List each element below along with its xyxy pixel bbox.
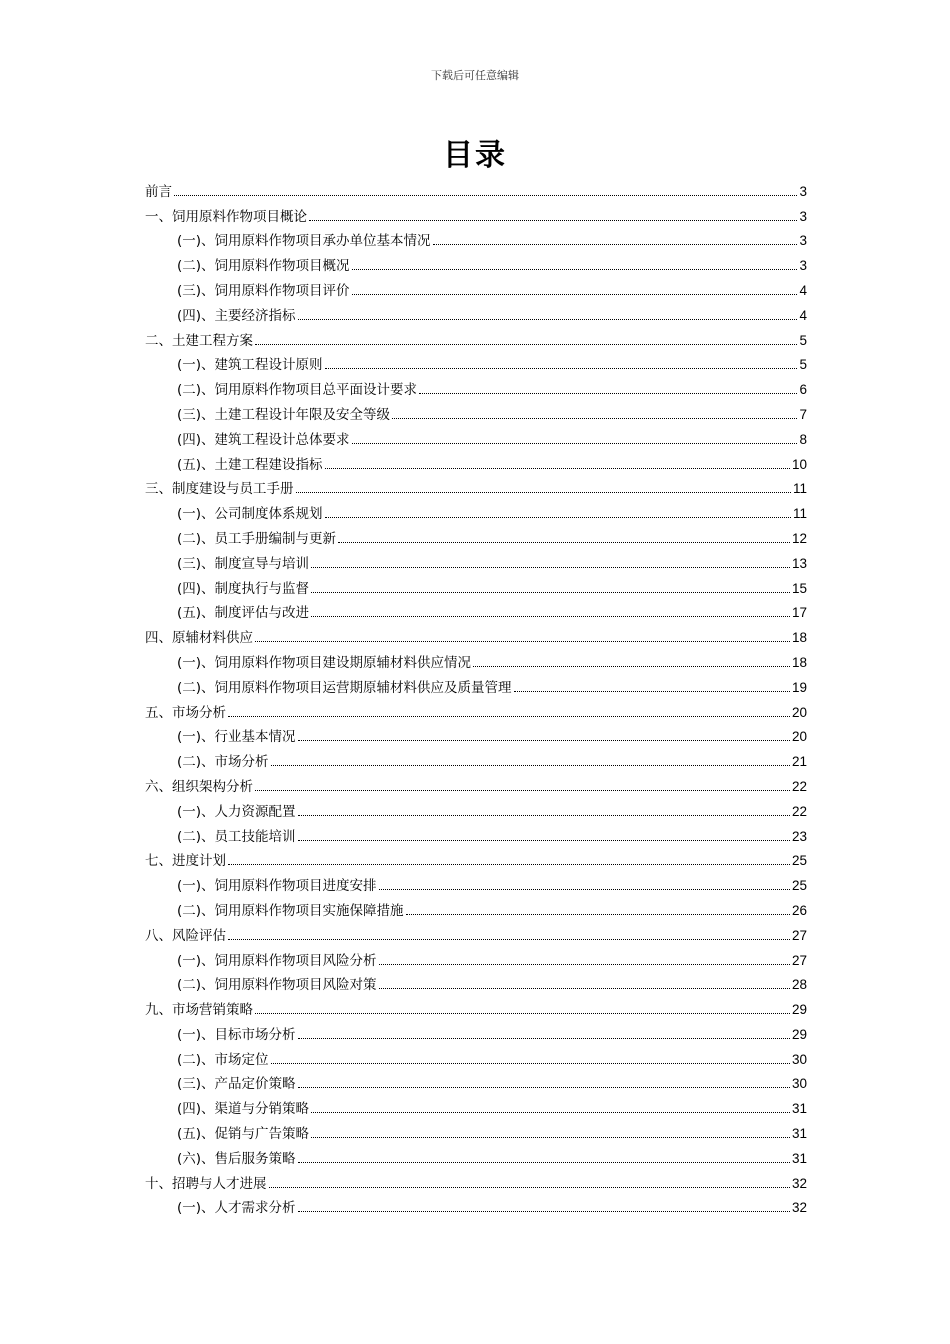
toc-dot-leader <box>271 765 790 766</box>
toc-entry-page-number: 7 <box>799 406 807 422</box>
toc-entry-page-number: 28 <box>791 977 807 993</box>
toc-entry-label: 六、组织架构分析 <box>145 778 253 795</box>
toc-entry-label: 一、饲用原料作物项目概论 <box>145 208 307 225</box>
toc-dot-leader <box>255 1013 790 1014</box>
toc-entry-page-number: 25 <box>791 853 807 869</box>
toc-entry-label: (六)、售后服务策略 <box>177 1150 296 1167</box>
toc-entry-page-number: 5 <box>799 357 807 373</box>
toc-dot-leader <box>298 815 790 816</box>
toc-entry[interactable] <box>145 598 807 623</box>
toc-entry[interactable] <box>145 722 807 747</box>
toc-entry-label: 四、原辅材料供应 <box>145 630 253 647</box>
toc-entry-page-number: 13 <box>791 555 807 571</box>
toc-dot-leader <box>311 592 790 593</box>
toc-entry-label: (一)、饲用原料作物项目建设期原辅材料供应情况 <box>177 654 472 671</box>
toc-dot-leader <box>174 195 797 196</box>
toc-entry-page-number: 32 <box>791 1200 807 1216</box>
toc-entry-label: (三)、制度宣导与培训 <box>177 555 310 572</box>
toc-entry[interactable] <box>145 1193 807 1218</box>
toc-entry[interactable] <box>145 275 807 300</box>
toc-dot-leader <box>271 1063 790 1064</box>
toc-entry-page-number: 30 <box>791 1051 807 1067</box>
toc-entry-label: (四)、主要经济指标 <box>177 307 296 324</box>
toc-entry-page-number: 31 <box>791 1150 807 1166</box>
toc-entry-page-number: 29 <box>791 1002 807 1018</box>
toc-entry-label: (三)、土建工程设计年限及安全等级 <box>177 406 391 423</box>
toc-entry[interactable] <box>145 201 807 226</box>
toc-entry[interactable] <box>145 1044 807 1069</box>
toc-entry-page-number: 4 <box>799 307 807 323</box>
toc-entry[interactable] <box>145 994 807 1019</box>
toc-dot-leader <box>406 914 790 915</box>
toc-dot-leader <box>298 1038 790 1039</box>
toc-entry[interactable] <box>145 647 807 672</box>
toc-entry-page-number: 12 <box>791 530 807 546</box>
toc-entry[interactable] <box>145 548 807 573</box>
toc-dot-leader <box>228 939 790 940</box>
toc-entry-page-number: 25 <box>791 878 807 894</box>
toc-dot-leader <box>352 443 798 444</box>
toc-entry[interactable] <box>145 325 807 350</box>
toc-dot-leader <box>228 716 790 717</box>
toc-entry[interactable] <box>145 920 807 945</box>
toc-dot-leader <box>379 889 790 890</box>
toc-entry[interactable] <box>145 821 807 846</box>
toc-entry-page-number: 18 <box>791 630 807 646</box>
toc-entry-page-number: 27 <box>791 927 807 943</box>
toc-entry-page-number: 3 <box>799 233 807 249</box>
toc-entry[interactable] <box>145 523 807 548</box>
toc-dot-leader <box>325 368 798 369</box>
toc-dot-leader <box>296 492 791 493</box>
toc-entry[interactable] <box>145 226 807 251</box>
toc-entry[interactable] <box>145 1093 807 1118</box>
toc-entry-label: 十、招聘与人才进展 <box>145 1175 267 1192</box>
toc-entry-label: 五、市场分析 <box>145 704 226 721</box>
toc-entry[interactable] <box>145 573 807 598</box>
toc-entry[interactable] <box>145 672 807 697</box>
toc-entry-label: (四)、建筑工程设计总体要求 <box>177 431 350 448</box>
toc-entry-page-number: 20 <box>791 704 807 720</box>
toc-dot-leader <box>433 244 798 245</box>
toc-entry-label: (四)、制度执行与监督 <box>177 580 310 597</box>
toc-dot-leader <box>228 864 790 865</box>
toc-entry[interactable] <box>145 399 807 424</box>
toc-dot-leader <box>298 840 790 841</box>
toc-dot-leader <box>325 517 791 518</box>
toc-entry-page-number: 19 <box>791 679 807 695</box>
toc-entry-label: (三)、饲用原料作物项目评价 <box>177 282 350 299</box>
toc-entry-page-number: 17 <box>791 605 807 621</box>
toc-entry[interactable] <box>145 498 807 523</box>
toc-entry[interactable] <box>145 424 807 449</box>
toc-entry[interactable] <box>145 176 807 201</box>
toc-entry-page-number: 31 <box>791 1126 807 1142</box>
toc-entry[interactable] <box>145 771 807 796</box>
toc-entry-label: (一)、行业基本情况 <box>177 729 296 746</box>
toc-entry-label: (一)、人才需求分析 <box>177 1200 296 1217</box>
toc-entry-label: (一)、人力资源配置 <box>177 803 296 820</box>
toc-entry-page-number: 26 <box>791 902 807 918</box>
toc-entry-page-number: 15 <box>791 580 807 596</box>
toc-dot-leader <box>311 1137 790 1138</box>
toc-entry-label: (一)、饲用原料作物项目风险分析 <box>177 952 377 969</box>
toc-entry-page-number: 3 <box>799 208 807 224</box>
toc-entry[interactable] <box>145 374 807 399</box>
toc-dot-leader <box>298 1211 790 1212</box>
toc-dot-leader <box>255 641 790 642</box>
toc-entry-label: (五)、促销与广告策略 <box>177 1126 310 1143</box>
toc-entry-page-number: 30 <box>791 1076 807 1092</box>
toc-entry-label: (五)、土建工程建设指标 <box>177 456 323 473</box>
toc-entry-label: (二)、市场分析 <box>177 754 269 771</box>
toc-entry-label: 八、风险评估 <box>145 927 226 944</box>
toc-entry-label: (二)、市场定位 <box>177 1051 269 1068</box>
toc-dot-leader <box>255 344 797 345</box>
toc-entry-label: (三)、产品定价策略 <box>177 1076 296 1093</box>
toc-dot-leader <box>379 988 790 989</box>
toc-dot-leader <box>325 468 790 469</box>
toc-dot-leader <box>514 691 790 692</box>
toc-entry-label: (一)、饲用原料作物项目承办单位基本情况 <box>177 233 431 250</box>
toc-entry-label: (二)、饲用原料作物项目总平面设计要求 <box>177 382 418 399</box>
toc-entry[interactable] <box>145 449 807 474</box>
toc-entry-label: 二、土建工程方案 <box>145 332 253 349</box>
toc-dot-leader <box>352 269 798 270</box>
toc-entry-page-number: 32 <box>791 1175 807 1191</box>
toc-entry-page-number: 11 <box>792 506 807 522</box>
toc-entry[interactable] <box>145 1168 807 1193</box>
toc-dot-leader <box>298 319 798 320</box>
toc-entry[interactable] <box>145 970 807 995</box>
toc-entry-page-number: 3 <box>799 183 807 199</box>
toc-dot-leader <box>311 616 790 617</box>
toc-entry-page-number: 11 <box>792 481 807 497</box>
toc-entry-page-number: 22 <box>791 778 807 794</box>
toc-entry-page-number: 27 <box>791 952 807 968</box>
toc-entry-label: (一)、建筑工程设计原则 <box>177 357 323 374</box>
toc-entry[interactable] <box>145 796 807 821</box>
toc-entry[interactable] <box>145 1069 807 1094</box>
toc-entry-page-number: 10 <box>791 456 807 472</box>
toc-entry-page-number: 3 <box>799 258 807 274</box>
header-note: 下载后可任意编辑 <box>431 69 519 82</box>
toc-entry-label: (二)、饲用原料作物项目概况 <box>177 258 350 275</box>
toc-entry[interactable] <box>145 350 807 375</box>
toc-entry-label: 七、进度计划 <box>145 853 226 870</box>
toc-entry-label: (五)、制度评估与改进 <box>177 605 310 622</box>
toc-entry[interactable] <box>145 622 807 647</box>
toc-dot-leader <box>255 790 790 791</box>
toc-entry[interactable] <box>145 1118 807 1143</box>
toc-entry-label: (一)、目标市场分析 <box>177 1026 296 1043</box>
toc-entry-label: (四)、渠道与分销策略 <box>177 1101 310 1118</box>
toc-entry-page-number: 5 <box>799 332 807 348</box>
toc-dot-leader <box>311 1112 790 1113</box>
toc-entry[interactable] <box>145 1143 807 1168</box>
toc-entry-page-number: 6 <box>799 382 807 398</box>
toc-dot-leader <box>379 964 790 965</box>
toc-entry-label: 前言 <box>145 183 172 200</box>
toc-dot-leader <box>352 294 798 295</box>
toc-entry[interactable] <box>145 746 807 771</box>
toc-dot-leader <box>473 666 790 667</box>
toc-entry-page-number: 21 <box>791 754 807 770</box>
toc-entry[interactable] <box>145 870 807 895</box>
toc-entry-label: (二)、饲用原料作物项目实施保障措施 <box>177 902 404 919</box>
toc-dot-leader <box>298 740 790 741</box>
toc-entry-label: (二)、员工技能培训 <box>177 828 296 845</box>
toc-entry-page-number: 31 <box>791 1101 807 1117</box>
toc-entry-label: (一)、公司制度体系规划 <box>177 506 323 523</box>
toc-entry[interactable] <box>145 846 807 871</box>
toc-entry[interactable] <box>145 250 807 275</box>
toc-entry-label: 九、市场营销策略 <box>145 1002 253 1019</box>
toc-entry[interactable] <box>145 895 807 920</box>
toc-entry-label: (二)、饲用原料作物项目运营期原辅材料供应及质量管理 <box>177 679 512 696</box>
toc-dot-leader <box>419 393 797 394</box>
toc-entry-page-number: 23 <box>791 828 807 844</box>
toc-entry[interactable] <box>145 474 807 499</box>
toc-list <box>145 176 807 1217</box>
toc-entry-label: (二)、饲用原料作物项目风险对策 <box>177 977 377 994</box>
toc-entry-page-number: 22 <box>791 803 807 819</box>
toc-entry[interactable] <box>145 697 807 722</box>
toc-dot-leader <box>338 542 790 543</box>
toc-entry-label: (一)、饲用原料作物项目进度安排 <box>177 878 377 895</box>
toc-dot-leader <box>309 220 797 221</box>
toc-dot-leader <box>392 418 797 419</box>
toc-dot-leader <box>298 1087 790 1088</box>
toc-entry-page-number: 8 <box>799 431 807 447</box>
toc-entry[interactable] <box>145 945 807 970</box>
toc-entry-page-number: 29 <box>791 1026 807 1042</box>
toc-entry-label: 三、制度建设与员工手册 <box>145 481 294 498</box>
toc-entry[interactable] <box>145 300 807 325</box>
toc-entry-page-number: 20 <box>791 729 807 745</box>
toc-dot-leader <box>311 567 790 568</box>
toc-entry[interactable] <box>145 1019 807 1044</box>
toc-dot-leader <box>269 1187 790 1188</box>
toc-entry-page-number: 18 <box>791 654 807 670</box>
toc-dot-leader <box>298 1162 790 1163</box>
toc-title: 目录 <box>443 138 507 173</box>
toc-entry-label: (二)、员工手册编制与更新 <box>177 530 337 547</box>
toc-entry-page-number: 4 <box>799 282 807 298</box>
